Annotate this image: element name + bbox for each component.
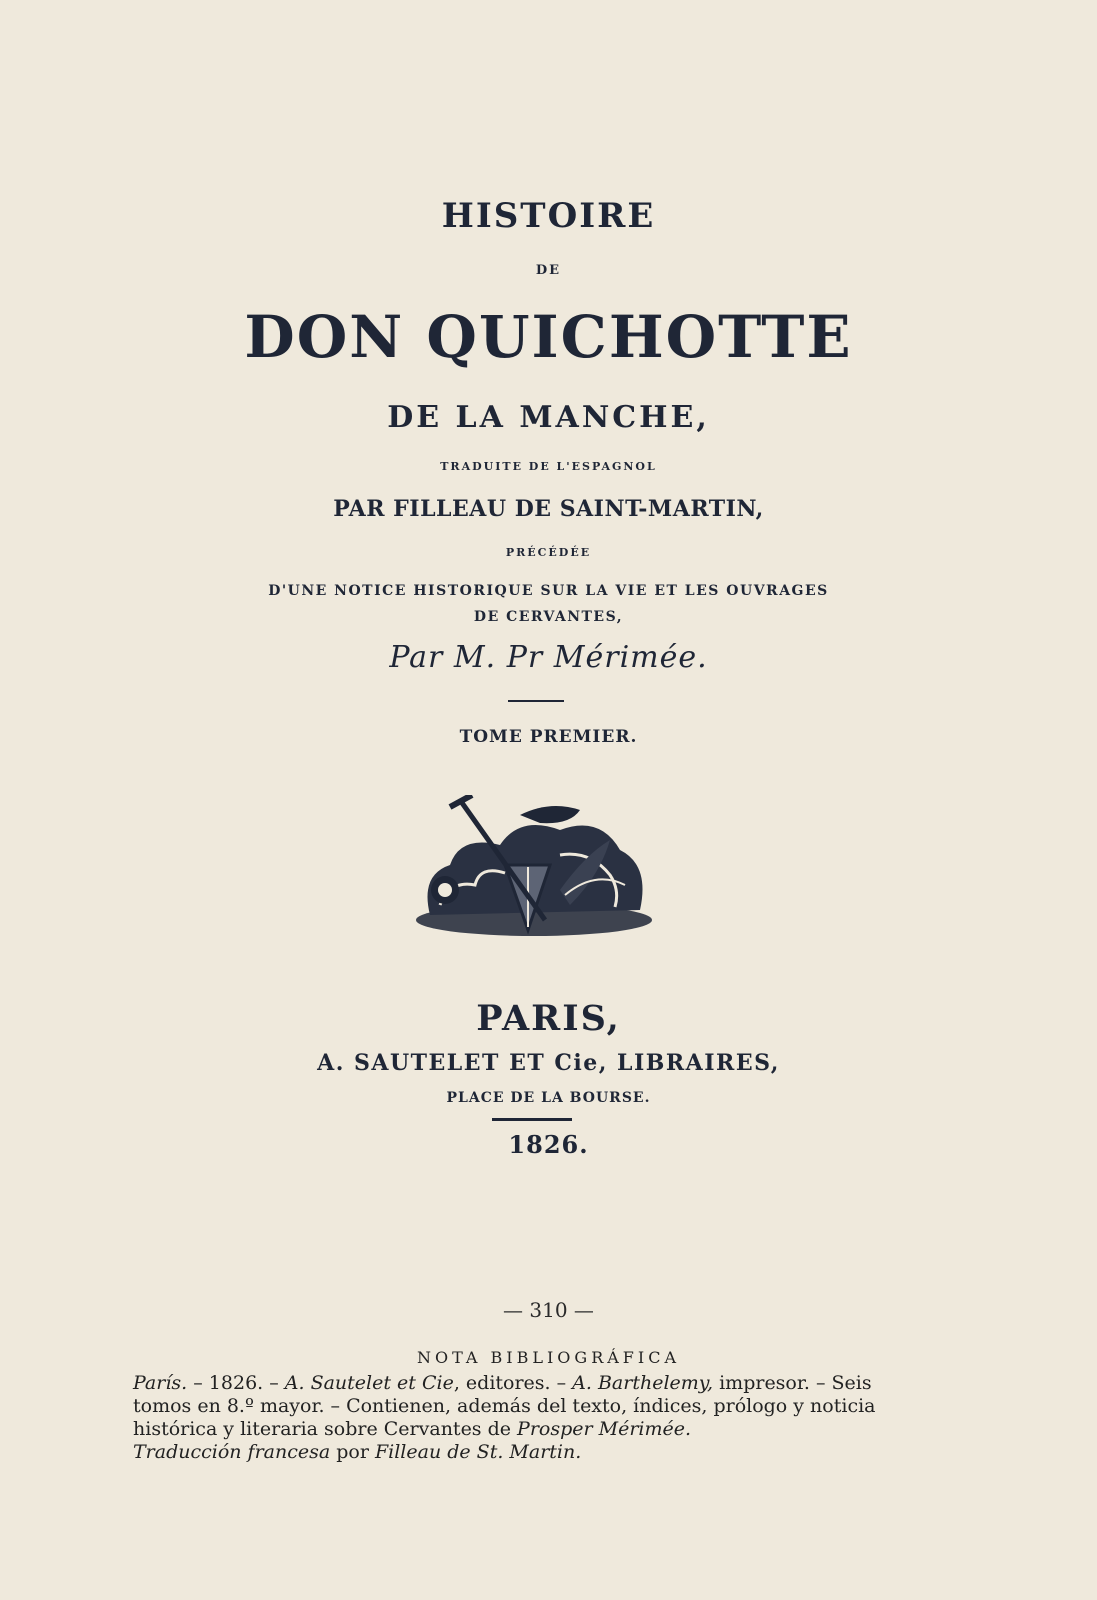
nota-merimee: Prosper Mérimée. [517, 1418, 692, 1440]
title-de: DE [535, 263, 562, 278]
translation-line [133, 1441, 893, 1464]
subtitle: DE LA MANCHE, [387, 400, 710, 435]
notice-line-2: DE CERVANTES, [473, 609, 624, 625]
author-credit: Par M. Pr Mérimée. [389, 640, 708, 675]
imprint-city: PARIS, [476, 998, 621, 1039]
title-histoire: HISTOIRE [441, 196, 656, 236]
notice-line-1: D'UNE NOTICE HISTORIQUE SUR LA VIE ET LES OUVRAGES [268, 583, 829, 599]
nota-publisher: A. Sautelet et Cie [284, 1372, 454, 1394]
notice-lines [0, 578, 1097, 630]
nota-translator: Filleau de St. Martin. [374, 1441, 582, 1463]
nota-by: por [330, 1441, 375, 1463]
nota-place: París. [133, 1372, 188, 1394]
nota-year: – 1826. – [187, 1372, 285, 1394]
nota-printer: A. Barthelemy, [572, 1372, 714, 1394]
imprint-publisher: A. SAUTELET ET Cie, LIBRAIRES, [317, 1050, 780, 1076]
imprint-year: 1826. [508, 1130, 589, 1159]
translator: PAR FILLEAU DE SAINT-MARTIN, [333, 496, 764, 522]
imprint-address: PLACE DE LA BOURSE. [446, 1090, 651, 1106]
nota-title: NOTA BIBLIOGRÁFICA [416, 1348, 681, 1367]
main-title: DON QUICHOTTE [244, 303, 853, 371]
sword-trophy-vignette-icon [410, 795, 658, 950]
page-number: — 310 — [503, 1298, 594, 1322]
bibliographic-note [133, 1372, 893, 1464]
divider-rule [508, 700, 564, 702]
nota-description: impresor. – Seis tomos en 8.º mayor. – Contienen, además del texto, índices, prólogo y noticia histórica y literaria sobre Cervantes de [133, 1372, 876, 1440]
volume-label: TOME PREMIER. [459, 727, 638, 747]
nota-translation: Traducción francesa [133, 1441, 331, 1463]
bibliographic-text [133, 1372, 893, 1441]
translated-from: TRADUITE DE L'ESPAGNOL [440, 460, 657, 473]
preceded-by: PRÉCÉDÉE [505, 546, 592, 559]
divider-rule-2 [492, 1118, 572, 1121]
nota-editors: , editores. – [453, 1372, 573, 1394]
